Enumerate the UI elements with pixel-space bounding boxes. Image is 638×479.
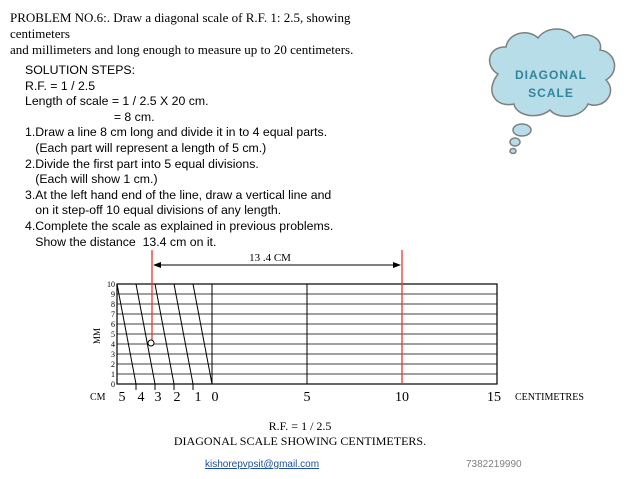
problem-line-1: PROBLEM NO.6:. Draw a diagonal scale of R.F. 1: 2.5, showing centimeters [10,10,351,41]
dimension-arrow-right [393,262,401,268]
mm-tick-label: 2 [111,360,115,369]
rf-label: R.F. = 1 / 2.5 [268,419,332,433]
dimension-arrow-left [153,262,161,268]
mm-tick-label: 0 [111,380,115,389]
cm-label: CM [90,392,106,403]
step-1: 1.Draw a line 8 cm long and divide it in to 4 equal parts. [25,125,328,140]
cloud-line-2: SCALE [528,86,574,100]
mm-tick-label: 4 [111,340,115,349]
cm-tick-label: 2 [173,390,181,405]
step-3-note: on it step-off 10 equal divisions of any length. [25,203,282,218]
step-2: 2.Divide the first part into 5 equal divisions. [25,156,259,171]
cm-tick-label: 5 [303,390,311,405]
footer-email-link[interactable]: kishorepvpsit@gmail.com [205,459,320,470]
cm-tick-label: 3 [154,390,162,405]
step-2-note: (Each will show 1 cm.) [25,172,158,187]
diagonal-scale [90,250,584,448]
steps-heading: SOLUTION STEPS: [25,63,136,77]
diagram-caption: DIAGONAL SCALE SHOWING CENTIMETERS. [173,434,427,448]
step-4: 4.Complete the scale as explained in previous problems. [25,218,334,233]
measure-point [148,340,154,346]
cm-tick-label: 0 [211,390,219,405]
mm-tick-labels [107,280,115,389]
mm-tick-label: 9 [111,290,115,299]
mm-tick-label: 5 [111,330,115,339]
mm-tick-label: 3 [111,350,115,359]
cm-tick-label: 5 [118,390,126,405]
dimension-label: 13 .4 CM [249,252,291,264]
mm-axis-label: MM [92,327,102,345]
problem-line-2: and millimeters and long enough to measure up to 20 centimeters. [10,42,354,57]
cm-tick-label: 10 [395,390,409,405]
step-1-note: (Each part will represent a length of 5 cm.) [25,140,267,155]
cloud-bubble-small [510,149,516,154]
mm-tick-label: 10 [107,280,115,289]
step-3: 3.At the left hand end of the line, draw a vertical line and [25,187,332,202]
mm-tick-label: 1 [111,370,115,379]
step-length-result: = 8 cm. [25,109,155,124]
cm-tick-label: 1 [194,390,202,405]
mm-tick-label: 8 [111,300,115,309]
step-4-note: Show the distance 13.4 cm on it. [25,234,217,249]
step-rf: R.F. = 1 / 2.5 [25,78,96,93]
mm-tick-label: 7 [111,310,115,319]
units-label: CENTIMETRES [515,392,584,403]
cloud-bubble-medium [510,138,520,146]
footer-phone: 7382219990 [466,459,522,470]
cloud-line-1: DIAGONAL [515,68,587,82]
thought-cloud [490,29,615,154]
cm-tick-labels [119,390,502,405]
cm-label-bottom-ticks [136,384,193,390]
cm-tick-label: 15 [487,390,501,405]
mm-tick-label: 6 [111,320,115,329]
step-length: Length of scale = 1 / 2.5 X 20 cm. [25,94,209,109]
cloud-bubble-large [513,124,531,136]
cm-tick-label: 4 [137,390,145,405]
